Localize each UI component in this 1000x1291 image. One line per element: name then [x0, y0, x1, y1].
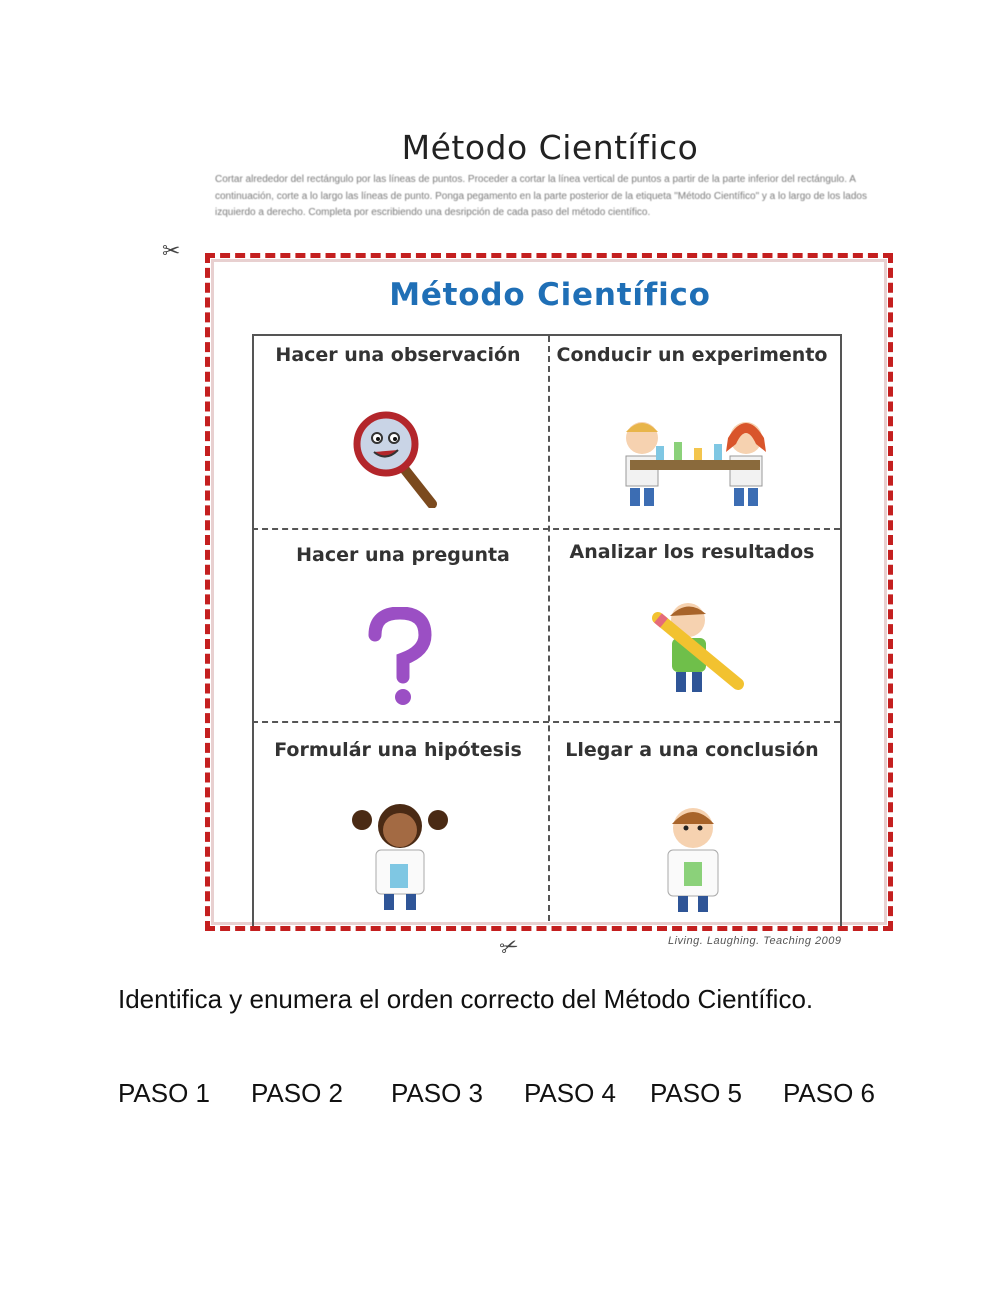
- cell-label-resultados: Analizar los resultados: [569, 541, 815, 563]
- kids-experiment-icon: [610, 408, 780, 508]
- grid-divider: [548, 336, 550, 921]
- scissors-icon: ✂: [162, 238, 181, 263]
- grid-divider: [252, 721, 840, 723]
- step-label: PASO 1: [118, 1078, 211, 1108]
- boy-scientist-icon: [648, 800, 738, 915]
- inner-title: Método Científico: [389, 277, 711, 313]
- question-mark-icon: [365, 607, 435, 707]
- magnifying-glass-icon: [350, 408, 445, 508]
- worksheet-title: Método Científico: [401, 128, 699, 167]
- step-label: PASO 4: [524, 1078, 617, 1108]
- step-label: PASO 6: [783, 1078, 876, 1108]
- worksheet-instructions: Cortar alrededor del rectángulo por las líneas de puntos. Proceder a cortar la línea vertical de puntos a partir de la parte inferior del rectángulo. A continuación, corte a lo largo las líneas de punto. Ponga pegamento en la parte posterior de la etiqueta "Método Científico" y a lo largo de los lados izquierdo a derecho. Completa por escribiendo una desripción de cada paso del método científico.: [215, 174, 867, 218]
- step-label: PASO 2: [251, 1078, 344, 1108]
- step-label: PASO 5: [650, 1078, 743, 1108]
- scissors-icon: ✂: [496, 931, 522, 962]
- cell-label-conclusion: Llegar a una conclusión: [565, 739, 819, 761]
- cell-label-hipotesis: Formulár una hipótesis: [274, 739, 522, 761]
- credit-text: Living. Laughing. Teaching 2009: [668, 935, 842, 947]
- cell-label-pregunta: Hacer una pregunta: [296, 544, 510, 566]
- cell-label-observacion: Hacer una observación: [275, 344, 521, 366]
- kid-pencil-icon: [648, 598, 748, 698]
- grid-divider: [252, 528, 840, 530]
- question-text: Identifica y enumera el orden correcto del Método Científico.: [118, 984, 814, 1014]
- cell-label-experimento: Conducir un experimento: [556, 344, 828, 366]
- girl-scientist-icon: [350, 798, 450, 913]
- step-label: PASO 3: [391, 1078, 484, 1108]
